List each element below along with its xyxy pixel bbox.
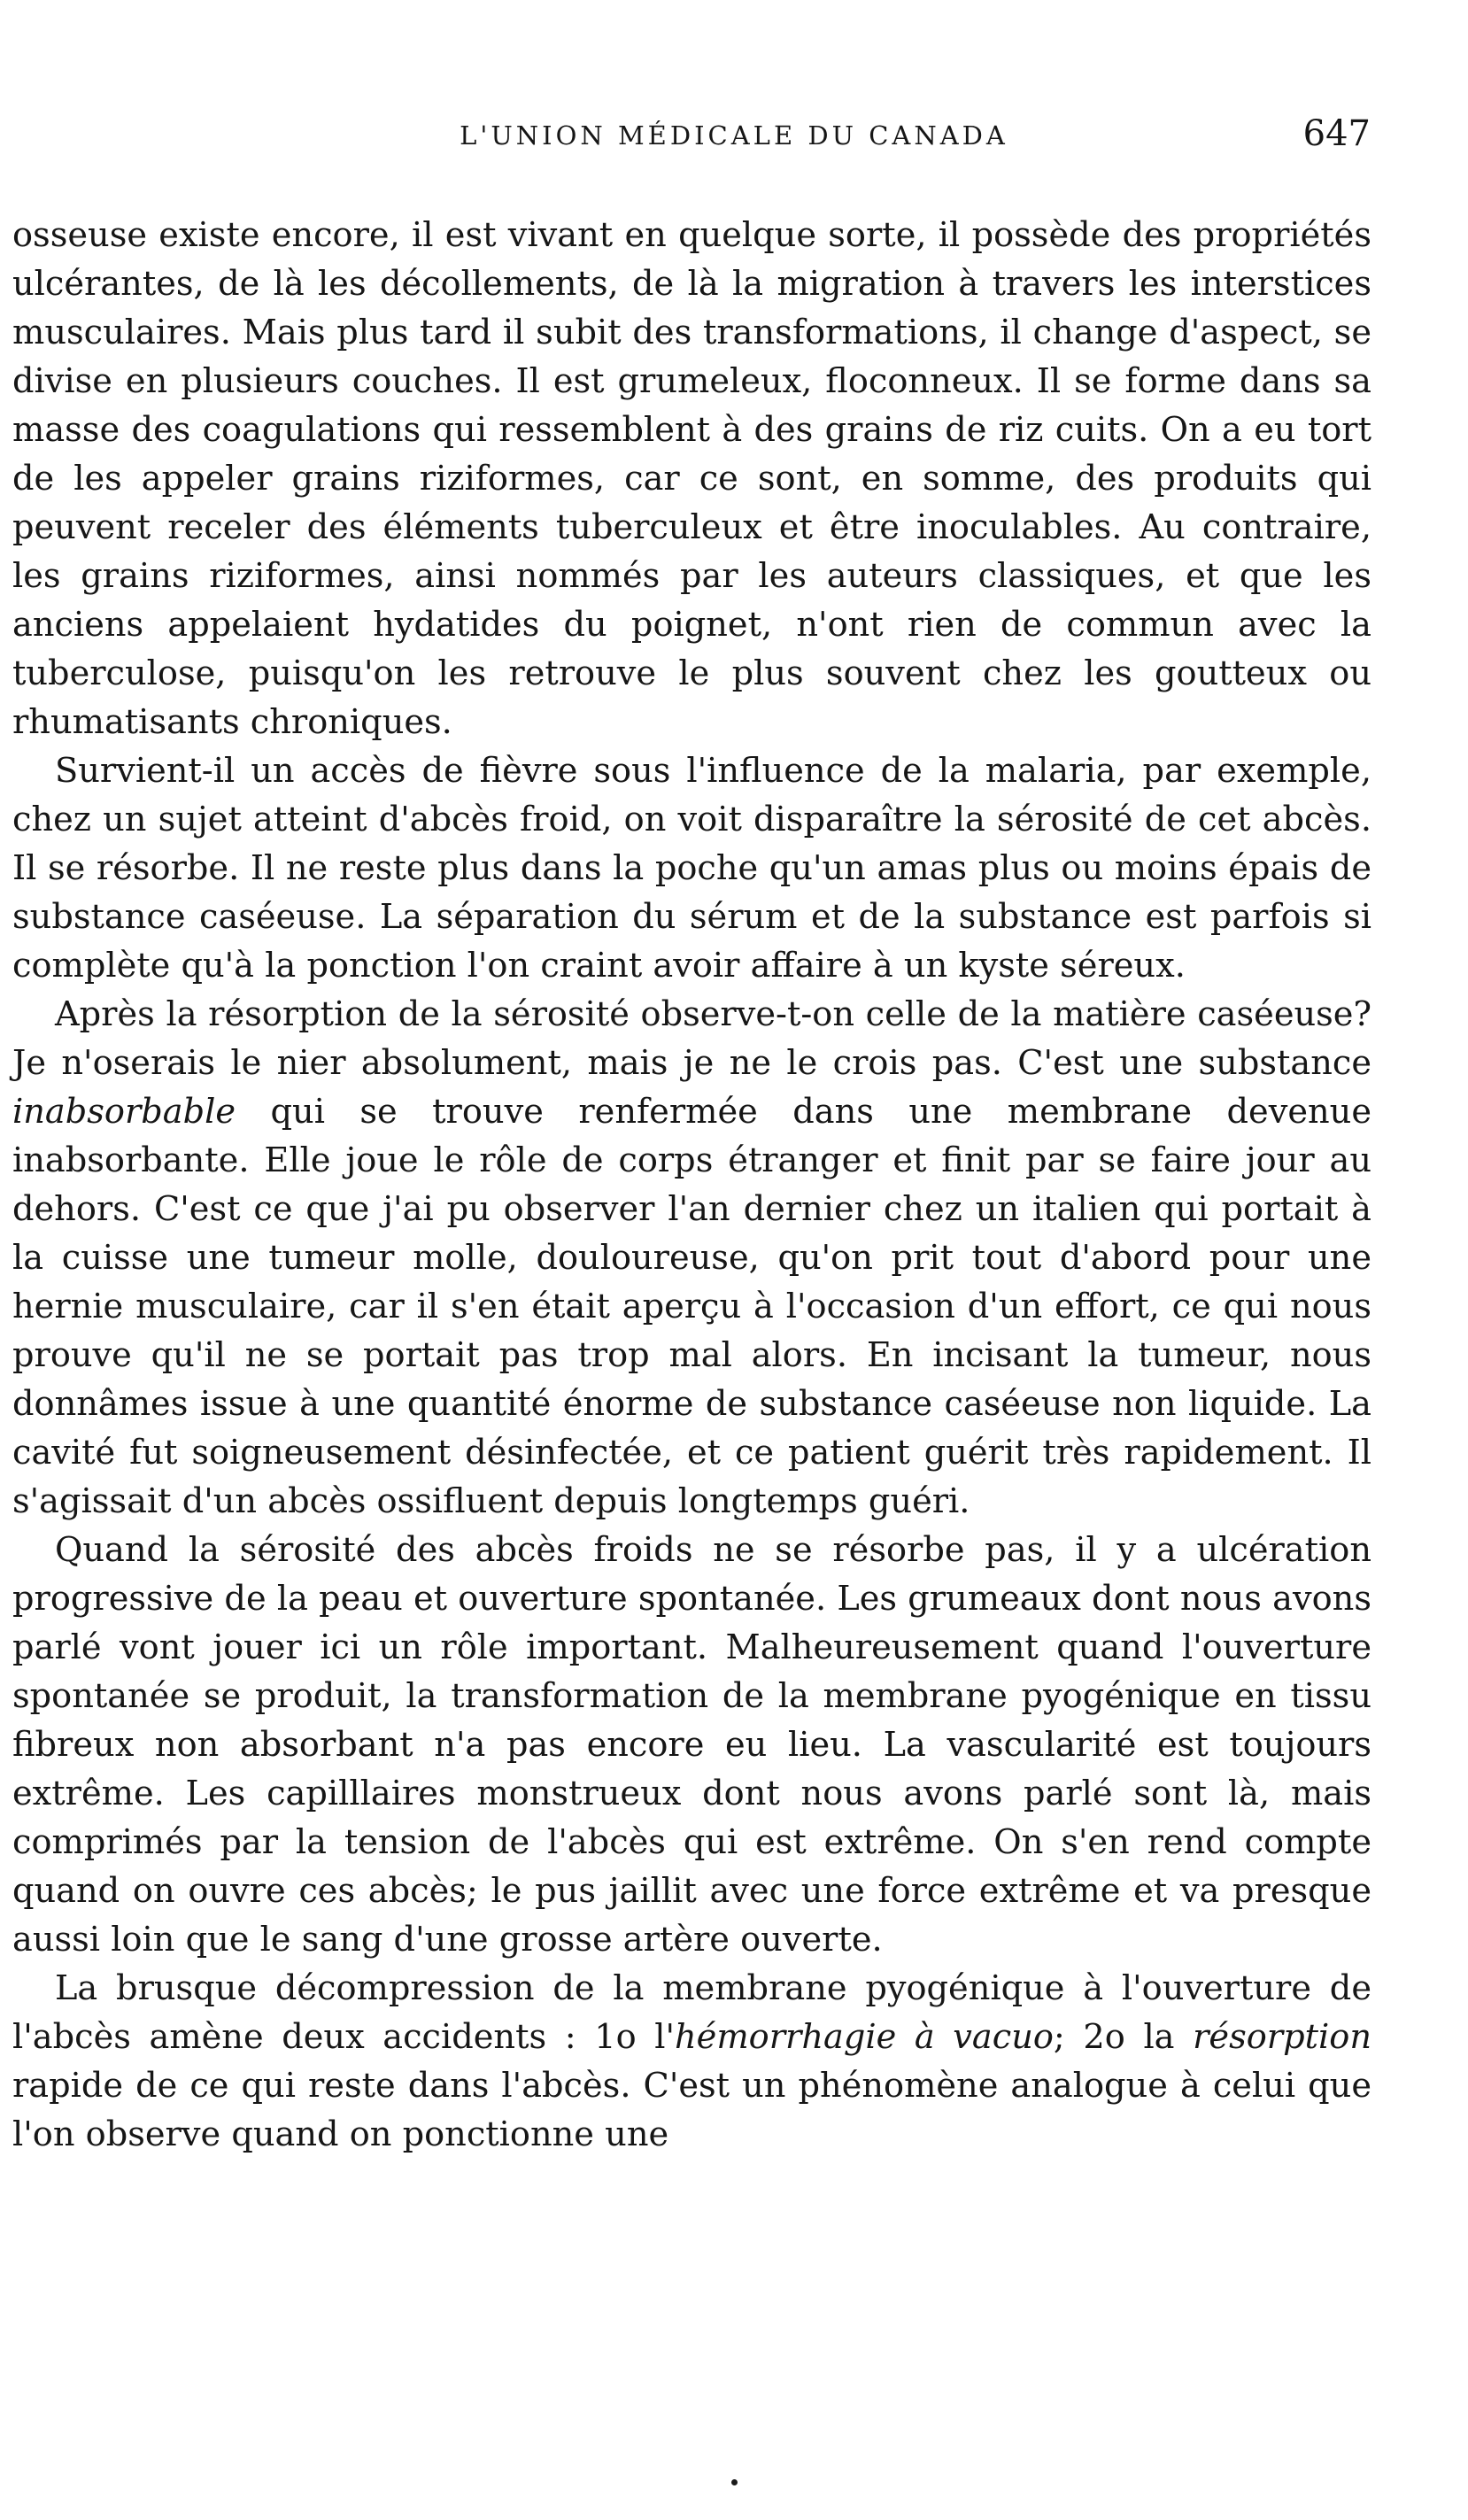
italic-term: hémorrhagie à vacuo [675, 2017, 1054, 2057]
paragraph [12, 1526, 1371, 1964]
text-run: rapide de ce qui reste dans l'abcès. C'est un phénomène analogue à celui que l'on observe quand on ponctionne une [12, 2066, 1371, 2154]
text-run: Quand la sérosité des abcès froids ne se résorbe pas, il y a ulcération progressive de la peau et ouverture spontanée. Les grumeaux dont nous avons parlé vont jouer ici un rôle important. Malheureusement quand l'ouverture spontanée se produit, la transformation de la membrane pyogénique en tissu fibreux non absorbant n'a pas encore eu lieu. La vascularité est toujours extrême. Les capilllaires monstrueux dont nous avons parlé sont là, mais comprimés par la tension de l'abcès qui est extrême. On s'en rend compte quand on ouvre ces abcès; le pus jaillit avec une force extrême et va presque aussi loin que le sang d'une grosse artère ouverte. [12, 1530, 1371, 1960]
paragraph [12, 211, 1371, 746]
paragraph [12, 746, 1371, 990]
paragraph [12, 1964, 1371, 2159]
text-run: qui se trouve renfermée dans une membrane devenue inabsorbante. Elle joue le rôle de corps étranger et finit par se faire jour au dehors. C'est ce que j'ai pu observer l'an dernier chez un italien qui portait à la cuisse une tumeur molle, douloureuse, qu'on prit tout d'abord pour une hernie musculaire, car il s'en était aperçu à l'occasion d'un effort, ce qui nous prouve qu'il ne se portait pas trop mal alors. En incisant la tumeur, nous donnâmes issue à une quantité énorme de substance caséeuse non liquide. La cavité fut soigneusement désinfectée, et ce patient guérit très rapidement. Il s'agissait d'un abcès ossifluent depuis longtemps guéri. [12, 1092, 1371, 1521]
text-run: ; 2o la [1053, 2017, 1194, 2057]
text-run: La brusque décompression de la membrane pyogénique à l'ouverture de l'abcès amène deux accidents : 1o l' [12, 1968, 1371, 2057]
body-text [12, 211, 1371, 2159]
ink-speck [731, 2479, 738, 2485]
italic-term: résorption [1193, 2017, 1371, 2057]
paragraph [12, 990, 1371, 1526]
text-run: osseuse existe encore, il est vivant en quelque sorte, il possède des propriétés ulcérantes, de là les décollements, de là la migration à travers les interstices musculaires. Mais plus tard il subit des transformations, il change d'aspect, se divise en plusieurs couches. Il est grumeleux, floconneux. Il se forme dans sa masse des coagulations qui ressemblent à des grains de riz cuits. On a eu tort de les appeler grains riziformes, car ce sont, en somme, des produits qui peuvent receler des éléments tuberculeux et être inoculables. Au contraire, les grains riziformes, ainsi nommés par les auteurs classiques, et que les anciens appelaient hydatides du poignet, n'ont rien de commun avec la tuberculose, puisqu'on les retrouve le plus souvent chez les goutteux ou rhumatisants chroniques. [12, 215, 1371, 742]
running-title: L'UNION MÉDICALE DU CANADA [460, 120, 1008, 151]
page-number: 647 [1302, 113, 1371, 154]
text-run: Après la résorption de la sérosité observe-t-on celle de la matière caséeuse? Je n'oserais le nier absolument, mais je ne le crois pas. C'est une substance [12, 994, 1371, 1083]
italic-term: inabsorbable [12, 1092, 236, 1132]
text-run: Survient-il un accès de fièvre sous l'influence de la malaria, par exemple, chez un sujet atteint d'abcès froid, on voit disparaître la sérosité de cet abcès. Il se résorbe. Il ne reste plus dans la poche qu'un amas plus ou moins épais de substance caséeuse. La séparation du sérum et de la substance est parfois si complète qu'à la ponction l'on craint avoir affaire à un kyste séreux. [12, 751, 1371, 986]
page-header [0, 113, 1468, 166]
